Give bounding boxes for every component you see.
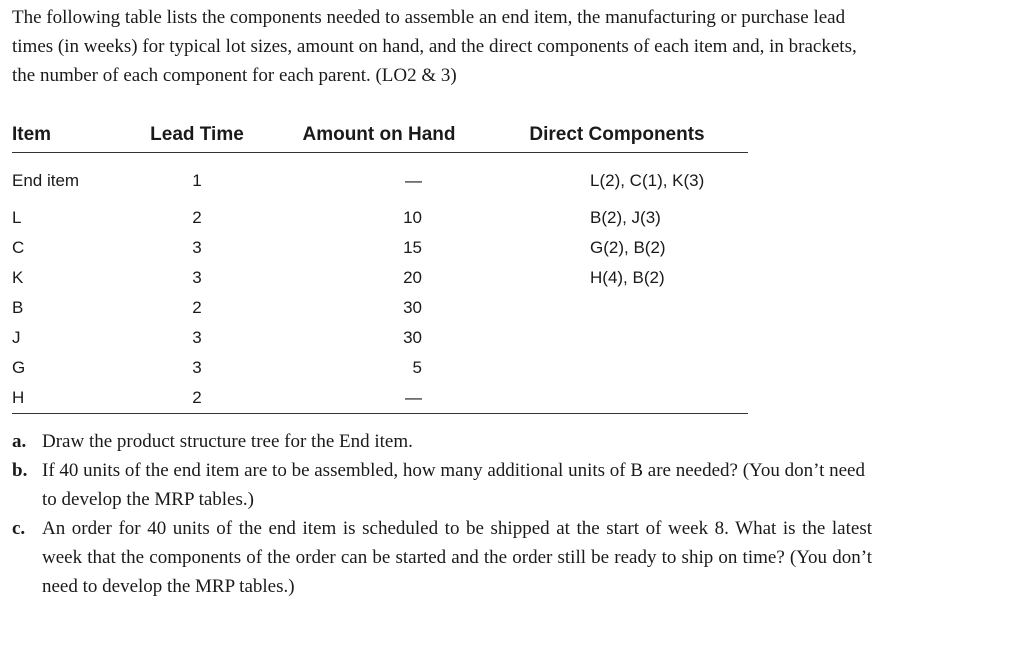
question-label: c. — [12, 518, 26, 539]
cell-item: H — [12, 383, 122, 414]
question-text: An order for 40 units of the end item is scheduled to be shipped at the start of week 8. What is the latest week that the components of the order can be started and the order still be ready to ship on time? (You don’t need to develop the MRP tables.) — [42, 518, 872, 597]
cell-direct-components: B(2), J(3) — [590, 208, 661, 227]
question-label: a. — [12, 431, 27, 452]
cell-lead-time: 3 — [192, 328, 202, 347]
question-list — [12, 427, 872, 601]
table-row — [12, 383, 748, 414]
components-table-container — [12, 118, 748, 414]
cell-lead-time: 3 — [192, 238, 202, 257]
question-c — [12, 514, 872, 601]
cell-item: L — [12, 208, 22, 227]
table-row — [12, 203, 748, 233]
question-a — [12, 427, 872, 456]
header-direct-components: Direct Components — [486, 118, 748, 153]
cell-amount-on-hand: 10 — [403, 208, 422, 227]
cell-item: C — [12, 238, 25, 257]
question-label: b. — [12, 460, 28, 481]
cell-direct-components: L(2), C(1), K(3) — [590, 171, 705, 190]
table-row — [12, 353, 748, 383]
cell-lead-time: 3 — [192, 268, 202, 287]
cell-amount-on-hand: 5 — [412, 358, 422, 377]
cell-amount-on-hand: — — [405, 171, 422, 190]
cell-direct-components: H(4), B(2) — [590, 268, 665, 287]
cell-direct-components — [486, 323, 748, 353]
cell-direct-components — [486, 293, 748, 323]
table-row — [12, 323, 748, 353]
header-amount-on-hand: Amount on Hand — [272, 118, 486, 153]
cell-lead-time: 2 — [122, 383, 272, 414]
cell-item: K — [12, 268, 24, 287]
cell-amount-on-hand: 20 — [403, 268, 422, 287]
question-text: If 40 units of the end item are to be assembled, how many additional units of B are needed? (You don’t need to develop the MRP tables.) — [42, 460, 865, 510]
cell-lead-time: 2 — [192, 298, 202, 317]
cell-amount-on-hand: 30 — [403, 328, 422, 347]
cell-amount-on-hand: 30 — [403, 298, 422, 317]
cell-amount-on-hand: — — [272, 383, 486, 414]
cell-lead-time: 1 — [192, 171, 202, 190]
table-row — [12, 263, 748, 293]
table-header-row — [12, 118, 748, 153]
table-row — [12, 293, 748, 323]
cell-lead-time: 2 — [192, 208, 202, 227]
header-item: Item — [12, 118, 122, 153]
cell-item: End item — [12, 171, 80, 190]
cell-lead-time: 3 — [192, 358, 202, 377]
question-text: Draw the product structure tree for the End item. — [42, 431, 413, 452]
cell-item: J — [12, 328, 21, 347]
header-lead-time: Lead Time — [122, 118, 272, 153]
cell-amount-on-hand: 15 — [403, 238, 422, 257]
cell-direct-components: G(2), B(2) — [590, 238, 666, 257]
cell-direct-components — [486, 353, 748, 383]
cell-item: B — [12, 298, 24, 317]
cell-item: G — [12, 358, 26, 377]
table-row — [12, 153, 748, 204]
components-table — [12, 118, 748, 414]
question-b — [12, 456, 872, 514]
cell-direct-components — [486, 383, 748, 414]
table-row — [12, 233, 748, 263]
problem-intro: The following table lists the components needed to assemble an end item, the manufacturing or purchase lead times (in weeks) for typical lot sizes, amount on hand, and the direct components of each item and, in brackets, the number of each component for each parent. (LO2 & 3) — [12, 7, 857, 86]
